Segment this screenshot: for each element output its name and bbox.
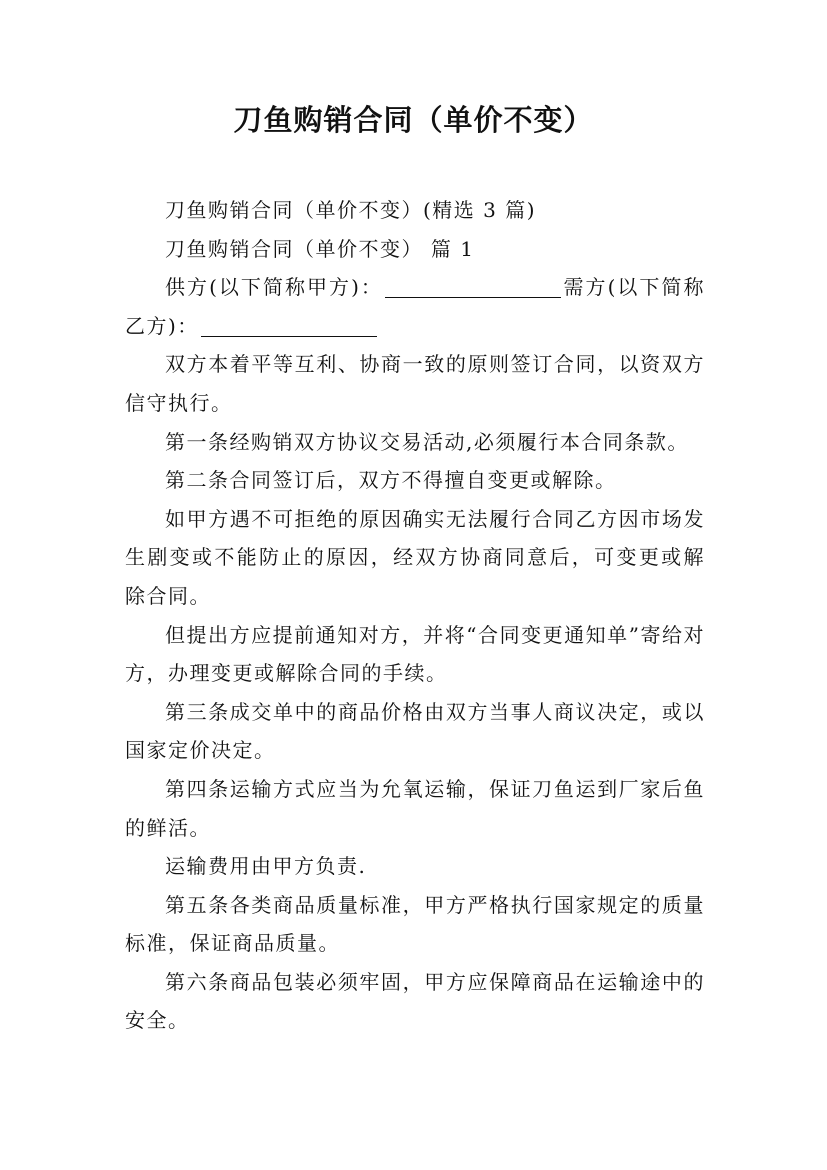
paragraph-force-majeure: 如甲方遇不可拒绝的原因确实无法履行合同乙方因市场发生剧变或不能防止的原因，经双方协商同意后，可变更或解除合同。: [125, 506, 705, 608]
paragraph-article-3: 第三条成交单中的商品价格由双方当事人商议决定，或以国家定价决定。: [125, 699, 705, 763]
paragraph-transport-fee: 运输费用由甲方负责.: [165, 854, 367, 879]
paragraph-change-notice: 但提出方应提前通知对方，并将“合同变更通知单”寄给对方，办理变更或解除合同的手续。: [125, 622, 705, 686]
buyer-label-part2: 称乙方)：: [125, 275, 705, 338]
buyer-label-part1: 需方(以下简: [562, 275, 684, 300]
document-body: [125, 191, 705, 1040]
paragraph-article-2: 第二条合同签订后，双方不得擅自变更或解除。: [165, 468, 617, 493]
paragraph-article-1: 第一条经购销双方协议交易活动,必须履行本合同条款。: [165, 429, 689, 454]
paragraph-article-6: 第六条商品包装必须牢固，甲方应保障商品在运输途中的安全。: [125, 969, 705, 1033]
paragraph-principle: 双方本着平等互利、协商一致的原则签订合同，以资双方信守执行。: [125, 352, 705, 415]
supplier-blank-line: [385, 271, 561, 298]
parties-line: [125, 268, 705, 345]
paragraph-article-4: 第四条运输方式应当为允氧运输，保证刀鱼运到厂家后鱼的鲜活。: [125, 776, 705, 840]
document-title: 刀鱼购销合同（单价不变）: [233, 103, 594, 137]
document-subtitle: 刀鱼购销合同（单价不变）(精选 3 篇): [165, 198, 537, 222]
section-heading: 刀鱼购销合同（单价不变） 篇 1: [165, 236, 475, 261]
supplier-label: 供方(以下简称甲方)：: [165, 275, 383, 300]
buyer-blank-line: [201, 310, 377, 337]
paragraph-article-5: 第五条各类商品质量标准，甲方严格执行国家规定的质量标准，保证商品质量。: [125, 892, 705, 956]
